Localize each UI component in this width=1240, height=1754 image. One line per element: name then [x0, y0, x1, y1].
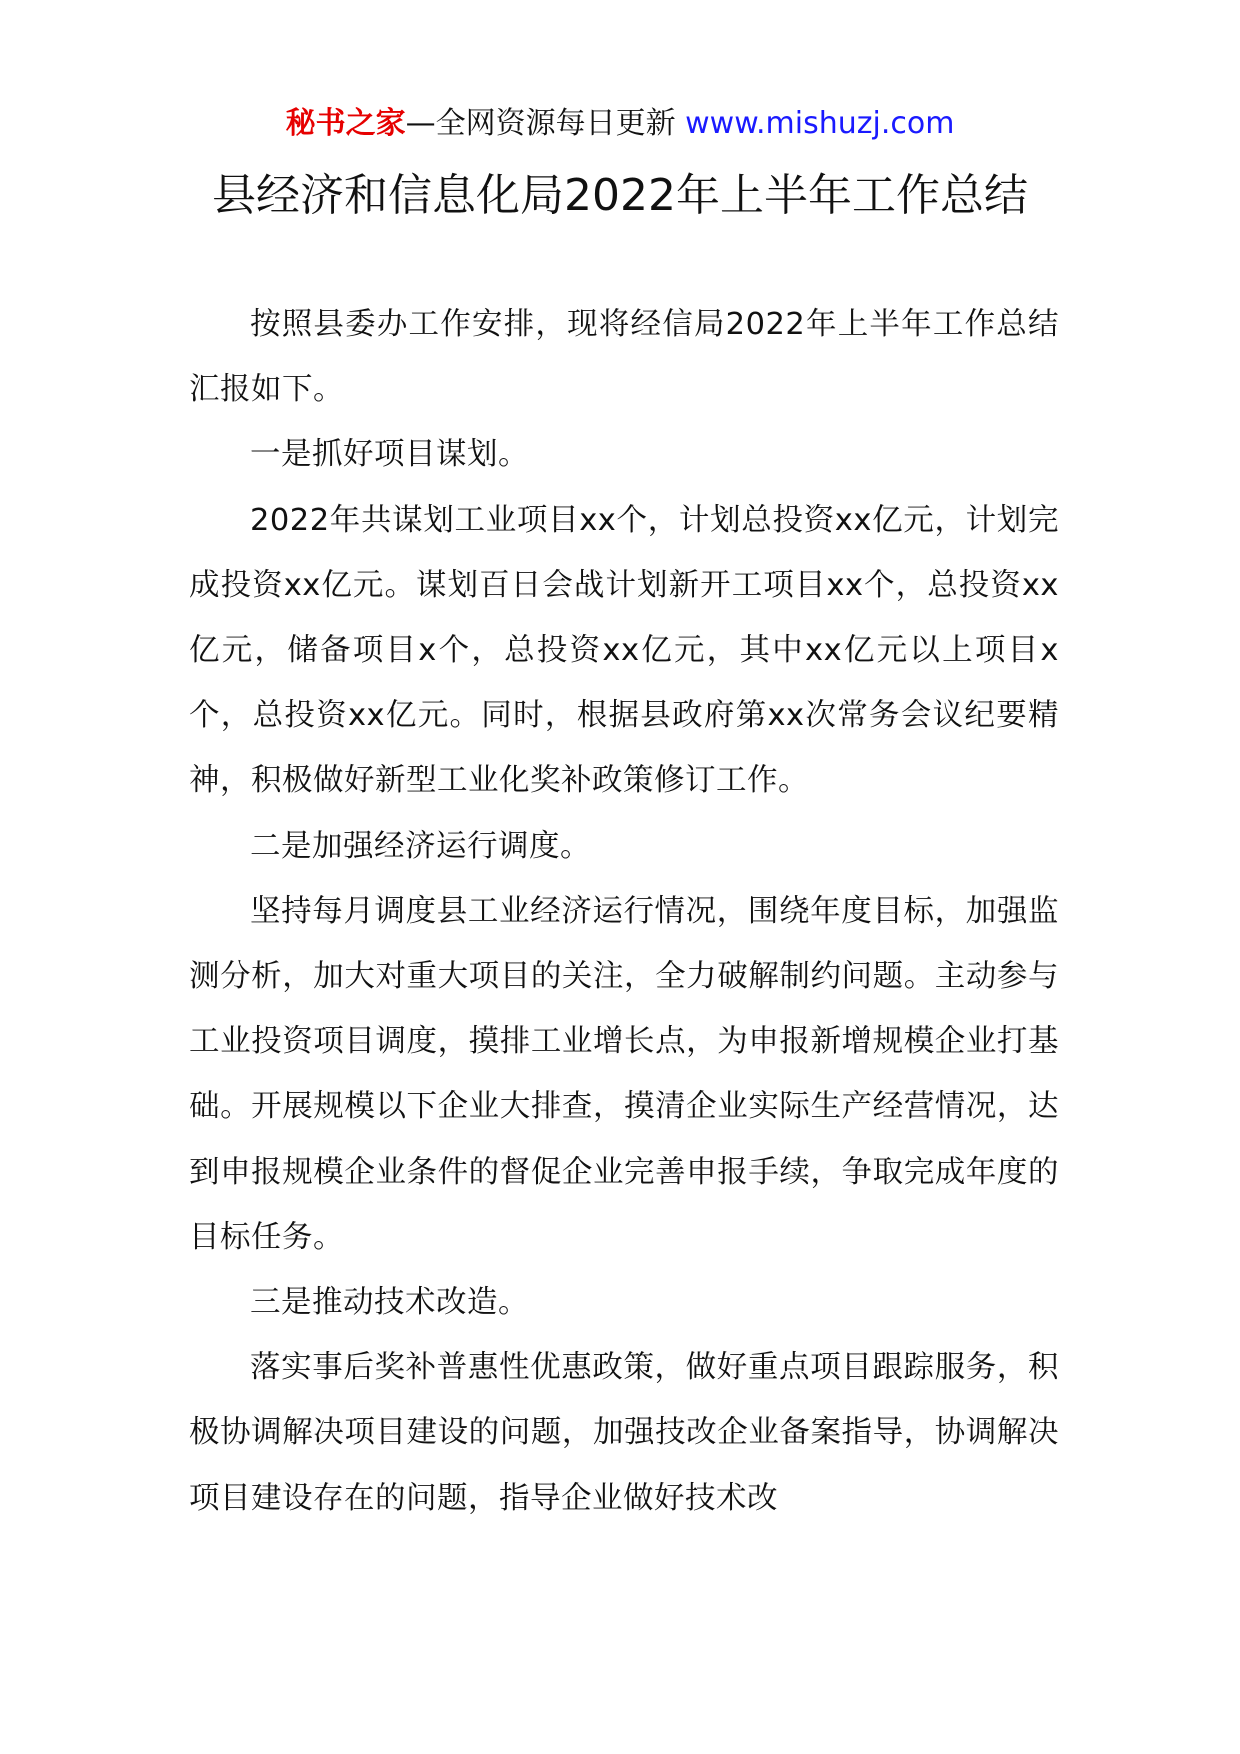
section-body-2: 坚持每月调度县工业经济运行情况，围绕年度目标，加强监测分析，加大对重大项目的关注，全力破解制约问题。主动参与工业投资项目调度，摸排工业增长点，为申报新增规模企业打基础。开展规模以下企业大排查，摸清企业实际生产经营情况，达到申报规模企业条件的督促企业完善申报手续，争取完成年度的目标任务。 — [189, 893, 1059, 1255]
site-brand: 秘书之家 — [285, 106, 406, 141]
section-heading-1: 一是抓好项目谋划。 — [250, 437, 529, 473]
document-title: 县经济和信息化局2022年上半年工作总结 — [212, 170, 1028, 221]
site-url-link[interactable]: www.mishuzj.com — [685, 106, 955, 141]
section-body-1: 2022年共谋划工业项目xx个，计划总投资xx亿元，计划完成投资xx亿元。谋划百日会战计划新开工项目xx个，总投资xx亿元，储备项目x个，总投资xx亿元，其中xx亿元以上项目x个，总投资xx亿元。同时，根据县政府第xx次常务会议纪要精神，积极做好新型工业化奖补政策修订工作。 — [189, 502, 1059, 799]
document-body — [189, 292, 1059, 1531]
section-body-3: 落实事后奖补普惠性优惠政策，做好重点项目跟踪服务，积极协调解决项目建设的问题，加强技改企业备案指导，协调解决项目建设存在的问题，指导企业做好技术改 — [189, 1350, 1059, 1516]
section-heading-2: 二是加强经济运行调度。 — [250, 828, 591, 864]
site-slogan: —全网资源每日更新 — [405, 106, 686, 141]
intro-paragraph: 按照县委办工作安排，现将经信局2022年上半年工作总结汇报如下。 — [189, 307, 1059, 408]
site-header — [0, 102, 1240, 146]
section-heading-3: 三是推动技术改造。 — [250, 1285, 529, 1321]
